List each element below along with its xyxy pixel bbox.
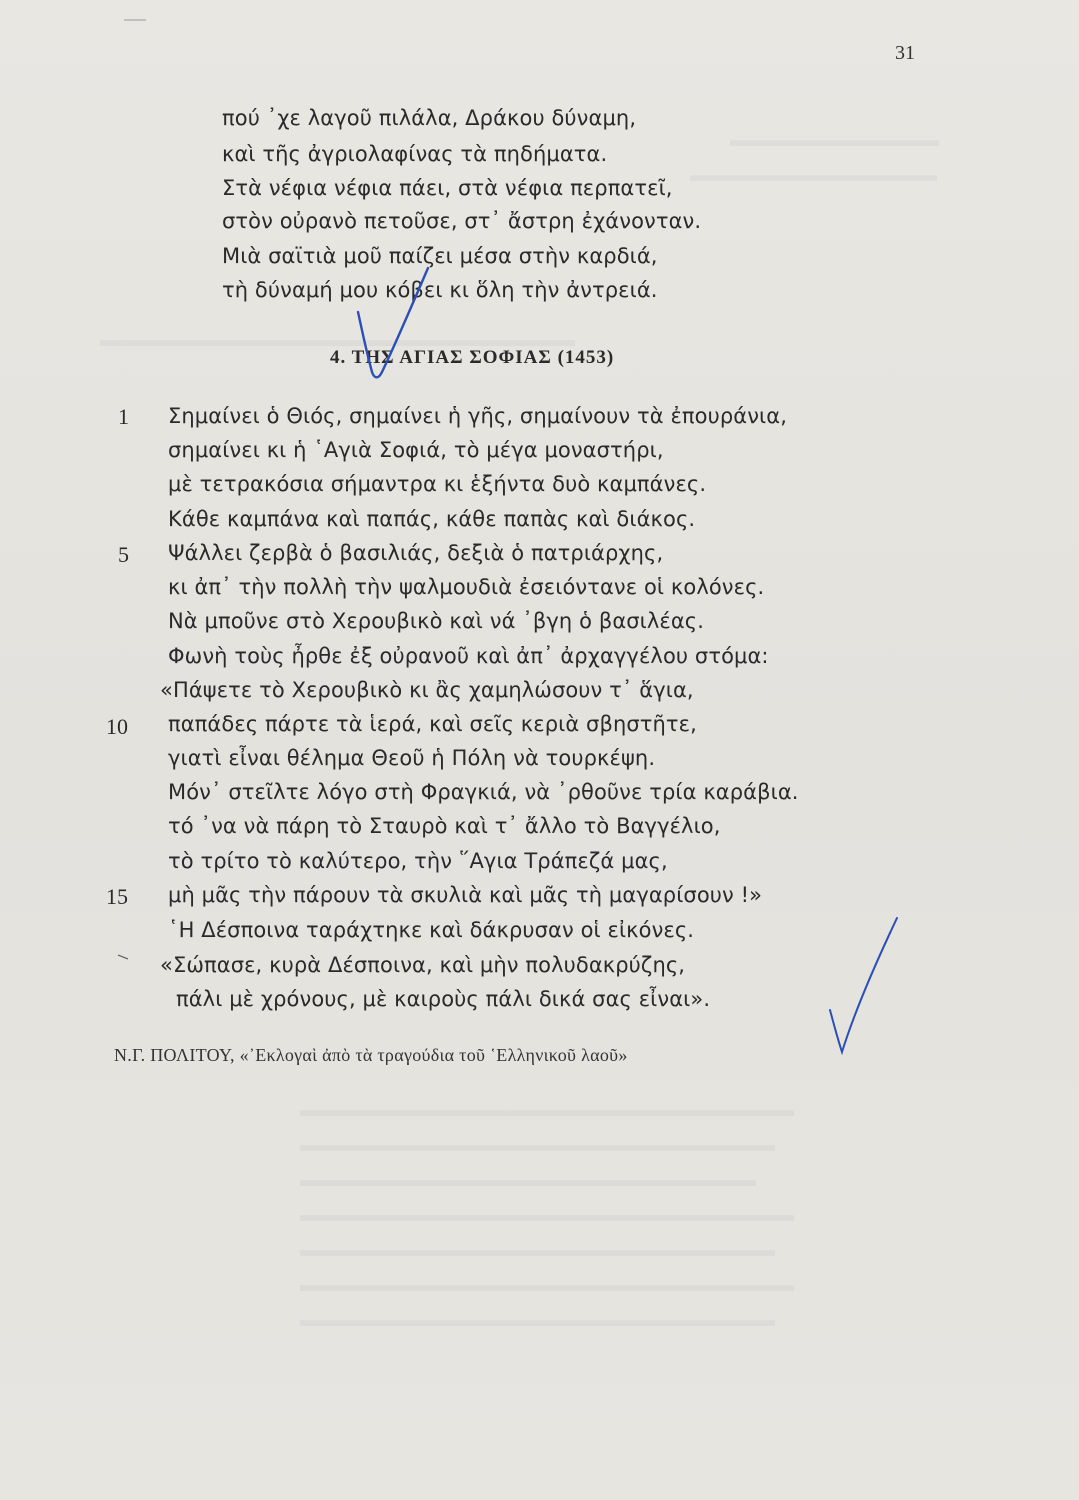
poem-line: γιατὶ εἶναι θέλημα Θεοῦ ἡ Πόλη νὰ τουρκέψη.: [168, 746, 656, 770]
bleed-through: ▬▬▬▬▬▬▬▬▬▬▬▬▬: [690, 165, 937, 186]
line-number: 15: [106, 884, 128, 909]
line-number: 10: [106, 714, 128, 739]
bleed-through: ▬▬▬▬▬▬▬▬▬▬▬▬▬▬▬▬▬▬▬▬▬▬▬▬▬: [300, 1135, 775, 1156]
bleed-through: ▬▬▬▬▬▬▬▬▬▬▬▬▬▬▬▬▬▬▬▬▬▬▬▬▬: [100, 330, 575, 351]
poem-line: παπάδες πάρτε τὰ ἱερά, καὶ σεῖς κεριὰ σβηστῆτε,: [168, 712, 697, 736]
bleed-through: ▬▬▬▬▬▬▬▬▬▬▬▬▬▬▬▬▬▬▬▬▬▬▬▬: [300, 1170, 756, 1191]
poem-line: μὲ τετρακόσια σήμαντρα κι ἑξήντα δυὸ καμπάνες.: [168, 472, 707, 496]
verse-line: τὴ δύναμή μου κόβει κι ὅλη τὴν ἀντρειά.: [222, 278, 658, 302]
source-citation: Ν.Γ. ΠΟΛΙΤΟΥ, «᾿Εκλογαὶ ἀπὸ τὰ τραγούδια τοῦ ῾Ελληνικοῦ λαοῦ»: [114, 1045, 628, 1065]
checkmark-icon: [830, 918, 897, 1052]
poem-line: ῾Η Δέσποινα ταράχτηκε καὶ δάκρυσαν οἱ εἰκόνες.: [168, 918, 695, 942]
poem-line: «Πάψετε τὸ Χερουβικὸ κι ἂς χαμηλώσουν τ᾿ ἅγια,: [160, 678, 694, 702]
poem-line: «Σώπασε, κυρὰ Δέσποινα, καὶ μὴν πολυδακρύζης,: [160, 953, 686, 977]
verse-line: Μιὰ σαϊτιὰ μοῦ παίζει μέσα στὴν καρδιά,: [222, 244, 658, 268]
margin-tick: [118, 955, 128, 959]
page-number: 31: [895, 42, 915, 64]
poem-line: Σημαίνει ὁ Θιός, σημαίνει ἡ γῆς, σημαίνουν τὰ ἐπουράνια,: [168, 404, 787, 428]
bleed-through: ▬▬▬▬▬▬▬▬▬▬▬▬▬▬▬▬▬▬▬▬▬▬▬▬▬: [300, 1240, 775, 1261]
line-number: 1: [118, 404, 129, 429]
line-number: 5: [118, 542, 129, 567]
bleed-through: ▬▬▬▬▬▬▬▬▬▬▬▬▬▬▬▬▬▬▬▬▬▬▬▬▬▬: [300, 1275, 794, 1296]
poem-line: Φωνὴ τοὺς ἦρθε ἐξ οὐρανοῦ καὶ ἀπ᾿ ἀρχαγγέλου στόμα:: [168, 644, 769, 668]
poem-line: Νὰ μποῦνε στὸ Χερουβικὸ καὶ νά ᾿βγη ὁ βασιλέας.: [168, 609, 705, 633]
bleed-through: ▬▬▬▬▬▬▬▬▬▬▬▬▬▬▬▬▬▬▬▬▬▬▬▬▬▬: [300, 1205, 794, 1226]
bleed-through: ▬▬▬▬▬▬▬▬▬▬▬: [730, 130, 939, 151]
verse-line: καὶ τῆς ἀγριολαφίνας τὰ πηδήματα.: [222, 142, 608, 166]
poem-line: Ψάλλει ζερβὰ ὁ βασιλιάς, δεξιὰ ὁ πατριάρχης,: [168, 541, 664, 565]
poem-line: τὸ τρίτο τὸ καλύτερο, τὴν ῞Αγια Τράπεζά μας,: [168, 849, 668, 873]
poem-line: Μόν᾿ στεῖλτε λόγο στὴ Φραγκιά, νὰ ᾿ρθοῦνε τρία καράβια.: [168, 780, 799, 804]
verse-line: πού ᾿χε λαγοῦ πιλάλα, Δράκου δύναμη,: [222, 106, 637, 130]
poem-line: σημαίνει κι ἡ ῾Αγιὰ Σοφιά, τὸ μέγα μοναστήρι,: [168, 438, 664, 462]
verse-line: στὸν οὐρανὸ πετοῦσε, στ᾿ ἄστρη ἐχάνονταν.: [222, 209, 702, 233]
poem-line: πάλι μὲ χρόνους, μὲ καιροὺς πάλι δικά σας εἶναι».: [176, 987, 711, 1011]
bleed-through: ▬▬▬▬▬▬▬▬▬▬▬▬▬▬▬▬▬▬▬▬▬▬▬▬▬▬: [300, 1100, 794, 1121]
poem-line: κι ἀπ᾿ τὴν πολλὴ τὴν ψαλμουδιὰ ἐσειόντανε οἱ κολόνες.: [168, 575, 765, 599]
poem-line: Κάθε καμπάνα καὶ παπάς, κάθε παπὰς καὶ διάκος.: [168, 507, 696, 531]
verse-line: Στὰ νέφια νέφια πάει, στὰ νέφια περπατεῖ,: [222, 176, 673, 200]
poem-title: 4. ΤΗΣ ΑΓΙΑΣ ΣΟΦΙΑΣ (1453): [330, 347, 615, 368]
poem-line: τό ᾿να νὰ πάρη τὸ Σταυρὸ καὶ τ᾿ ἄλλο τὸ Βαγγέλιο,: [168, 814, 721, 838]
bleed-through: ▬▬▬▬▬▬▬▬▬▬▬▬▬▬▬▬▬▬▬▬▬▬▬▬▬: [300, 1310, 775, 1331]
poem-line: μὴ μᾶς τὴν πάρουν τὰ σκυλιὰ καὶ μᾶς τὴ μαγαρίσουν !»: [168, 883, 763, 907]
